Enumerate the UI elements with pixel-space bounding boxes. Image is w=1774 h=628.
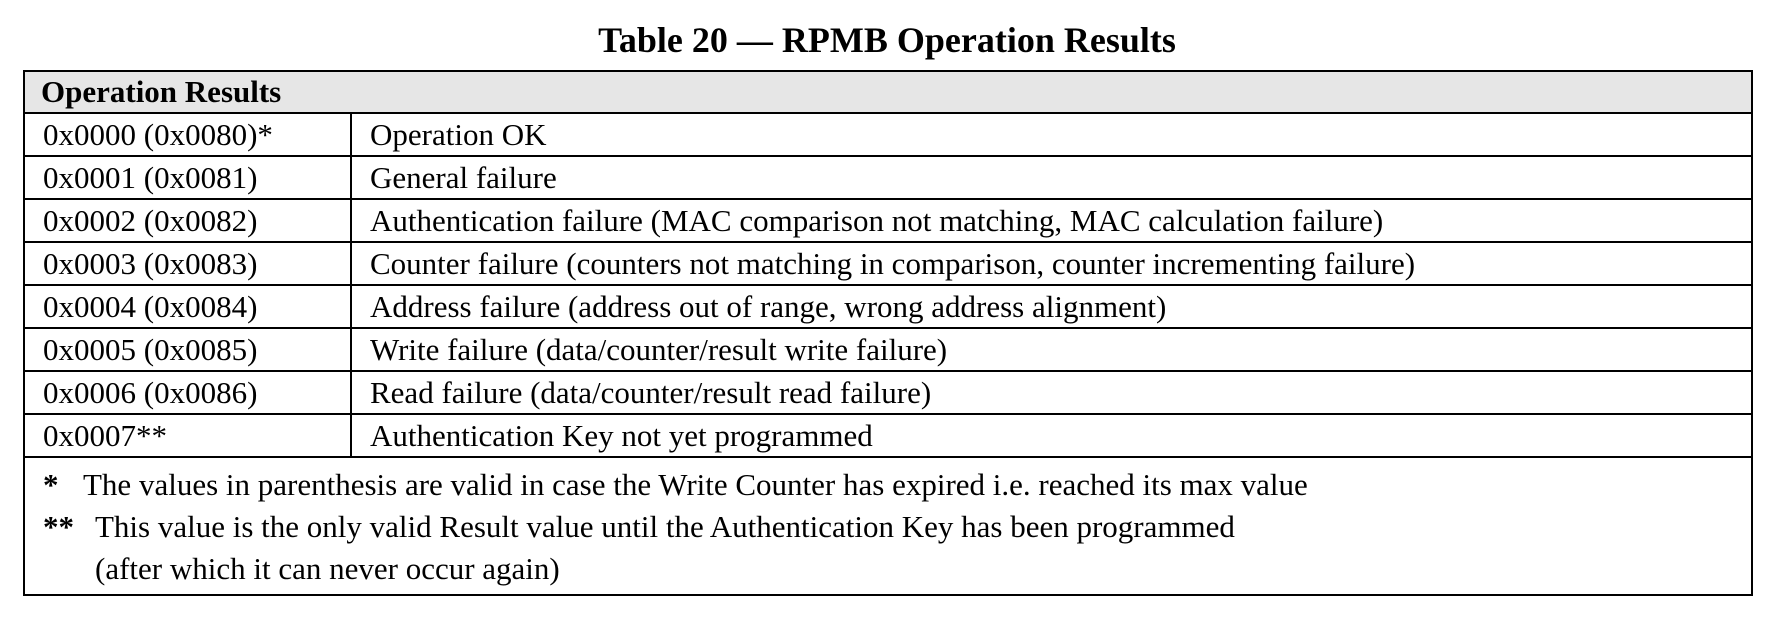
result-code: 0x0004 (0x0084) bbox=[24, 285, 351, 328]
result-description: General failure bbox=[351, 156, 1752, 199]
footnote-text: The values in parenthesis are valid in case the Write Counter has expired i.e. reached its max value bbox=[83, 467, 1308, 502]
result-description: Read failure (data/counter/result read failure) bbox=[351, 371, 1752, 414]
table-row bbox=[24, 328, 1752, 371]
result-code: 0x0005 (0x0085) bbox=[24, 328, 351, 371]
table-row bbox=[24, 113, 1752, 156]
table-row bbox=[24, 285, 1752, 328]
footnote bbox=[43, 464, 1751, 506]
result-code: 0x0000 (0x0080)* bbox=[24, 113, 351, 156]
result-code: 0x0006 (0x0086) bbox=[24, 371, 351, 414]
footnote-marker: * bbox=[43, 467, 59, 502]
footnote-marker: ** bbox=[43, 509, 74, 544]
footnote-continuation: (after which it can never occur again) bbox=[95, 551, 560, 586]
notes-cell bbox=[24, 457, 1752, 595]
table-header: Operation Results bbox=[24, 71, 1752, 113]
result-description: Authentication failure (MAC comparison not matching, MAC calculation failure) bbox=[351, 199, 1752, 242]
result-code: 0x0003 (0x0083) bbox=[24, 242, 351, 285]
result-description: Counter failure (counters not matching in comparison, counter incrementing failure) bbox=[351, 242, 1752, 285]
table-row bbox=[24, 156, 1752, 199]
footnote-text: This value is the only valid Result value until the Authentication Key has been programmed bbox=[95, 509, 1235, 544]
table-row bbox=[24, 242, 1752, 285]
result-description: Address failure (address out of range, wrong address alignment) bbox=[351, 285, 1752, 328]
table-row bbox=[24, 414, 1752, 457]
result-description: Operation OK bbox=[351, 113, 1752, 156]
result-description: Authentication Key not yet programmed bbox=[351, 414, 1752, 457]
table-title: Table 20 — RPMB Operation Results bbox=[598, 20, 1176, 60]
table-row bbox=[24, 371, 1752, 414]
table-row bbox=[24, 199, 1752, 242]
table-header-row bbox=[24, 71, 1752, 113]
result-code: 0x0007** bbox=[24, 414, 351, 457]
notes-row bbox=[24, 457, 1752, 595]
result-description: Write failure (data/counter/result write failure) bbox=[351, 328, 1752, 371]
result-code: 0x0002 (0x0082) bbox=[24, 199, 351, 242]
operation-results-table bbox=[23, 70, 1753, 596]
footnote bbox=[43, 506, 1751, 548]
result-code: 0x0001 (0x0081) bbox=[24, 156, 351, 199]
